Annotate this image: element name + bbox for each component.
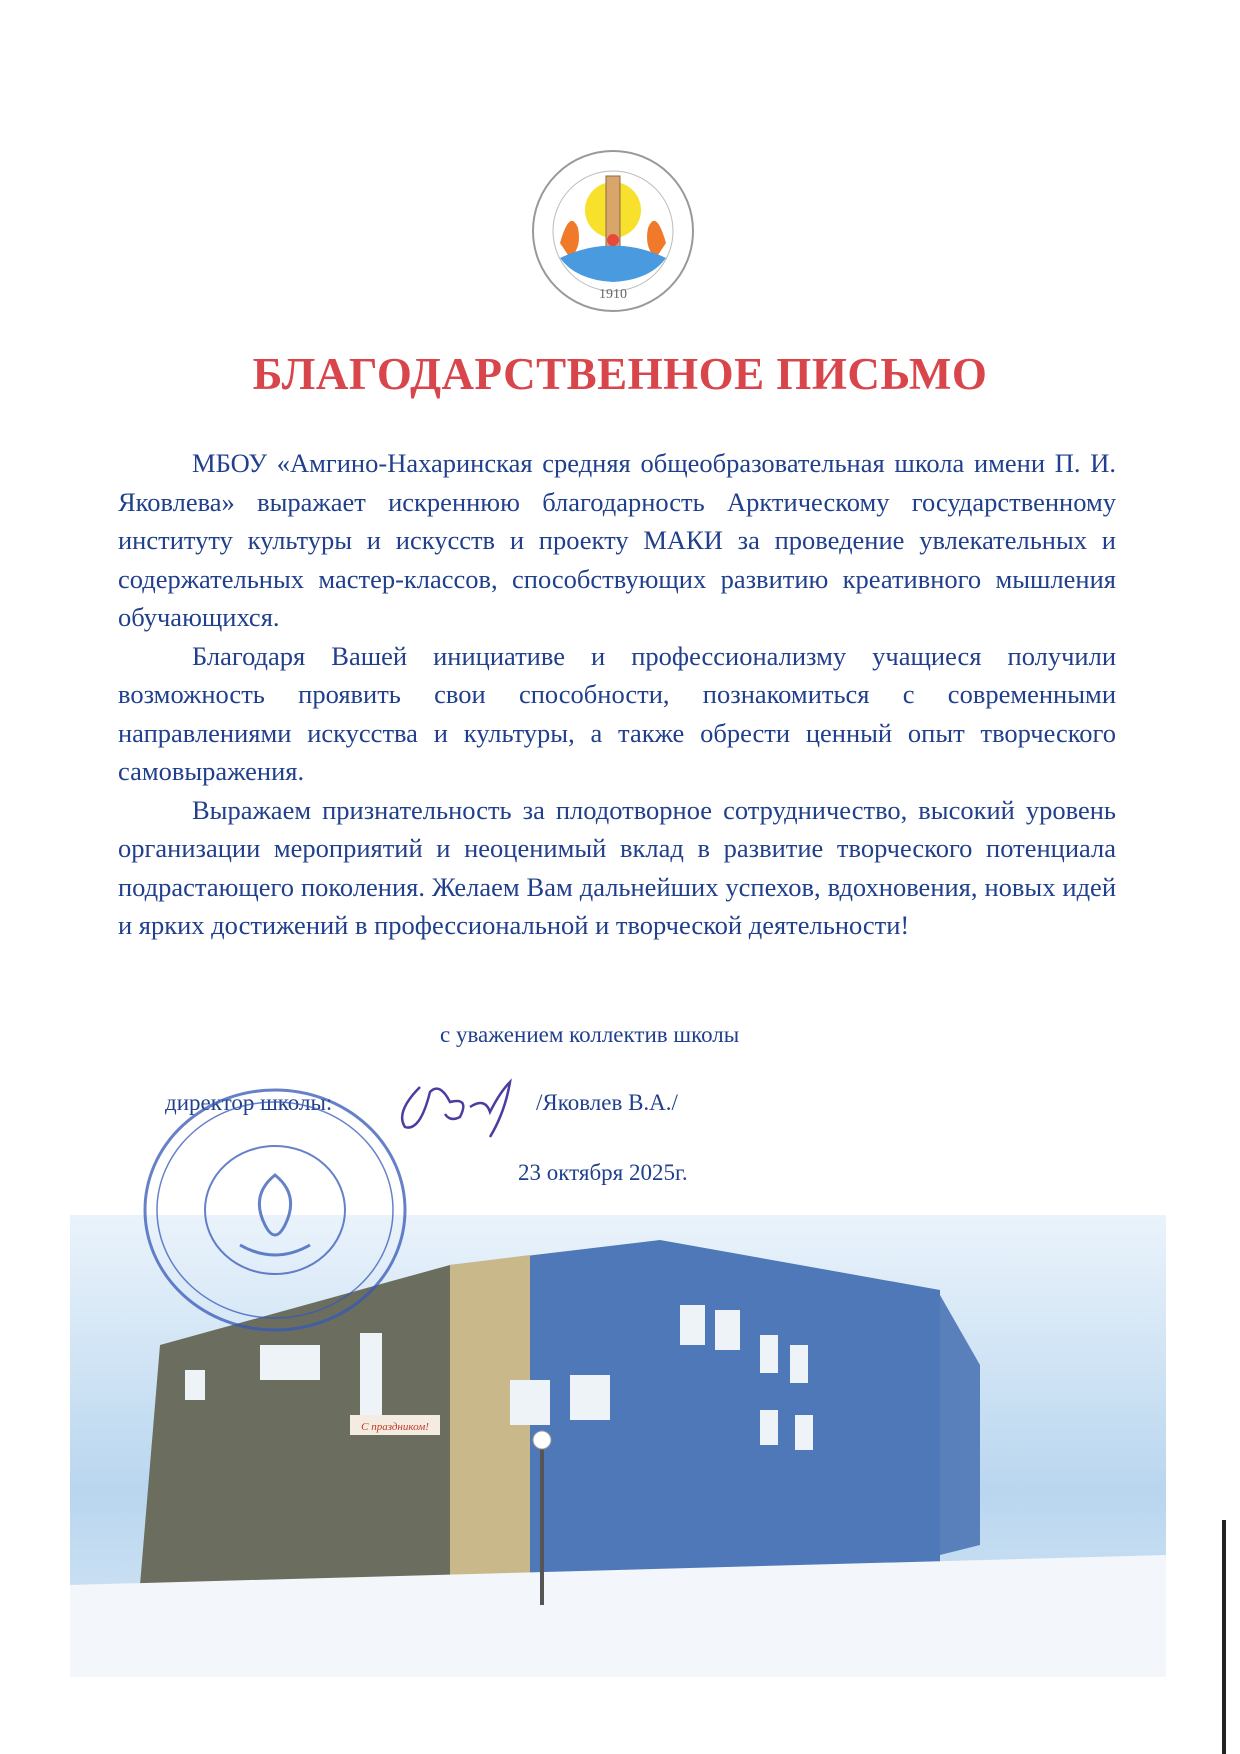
letter-date: 23 октября 2025г. (518, 1160, 688, 1185)
page-title: БЛАГОДАРСТВЕННОЕ ПИСЬМО (252, 349, 988, 399)
letter-body (118, 444, 1116, 945)
logo-year: 1910 (599, 287, 627, 302)
director-name: /Яковлев В.А./ (536, 1090, 678, 1115)
director-label: директор школы: (165, 1090, 333, 1115)
scan-edge (1222, 1520, 1226, 1754)
official-stamp (140, 1085, 410, 1335)
paragraph: МБОУ «Амгино-Нахаринская средняя общеобразовательная школа имени П. И. Яковлева» выражает искреннюю благодарность Арктическому государственному институту культуры и искусств и проекту МАКИ за проведение увлекательных и содержательных мастер-классов, способствующих развитию креативного мышления обучающихся. (118, 448, 1116, 632)
closing-text: с уважением коллектив школы (440, 1022, 740, 1047)
school-logo (530, 148, 696, 314)
paragraph: Благодаря Вашей инициативе и профессионализму учащиеся получили возможность проявить свои способности, познакомиться с современными направлениями искусства и культуры, а также обрести ценный опыт творческого самовыражения. (118, 640, 1116, 786)
banner-text: С праздником! (361, 1421, 429, 1433)
signature (390, 1072, 540, 1142)
paragraph: Выражаем признательность за плодотворное сотрудничество, высокий уровень организации мероприятий и неоценимый вклад в развитие творческого потенциала подрастающего поколения. Желаем Вам дальнейших успехов, вдохновения, новых идей и ярких достижений в профессиональной и творческой деятельности! (118, 794, 1116, 940)
